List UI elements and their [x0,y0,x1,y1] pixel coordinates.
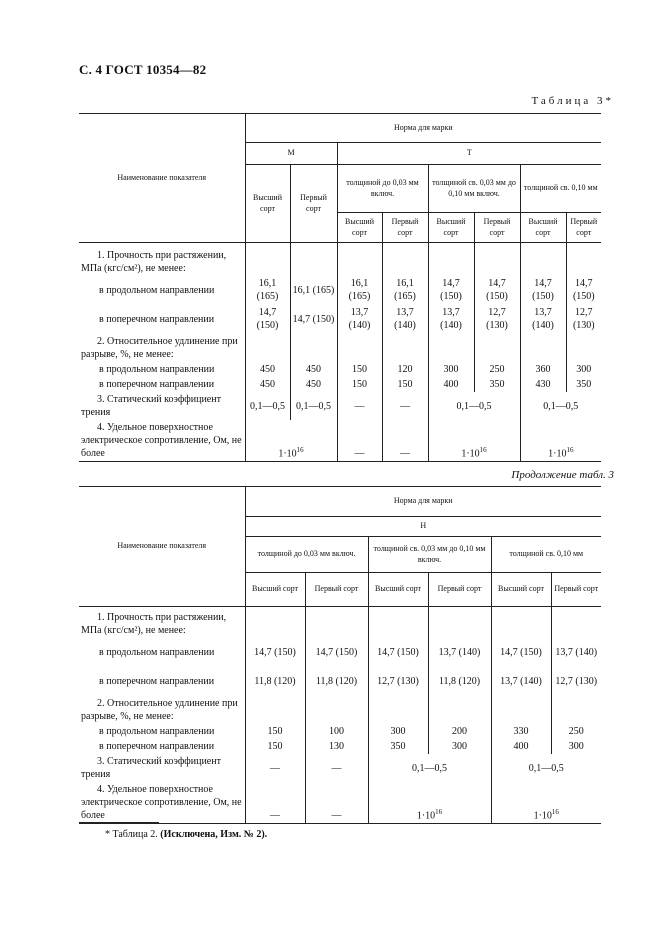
table-cell: — [245,754,305,782]
t1-header-thk1: толщиной до 0,03 мм включ. [337,165,428,213]
t2-header-indicator: Наименование показателя [79,487,245,607]
table-cell: 430 [520,377,566,392]
table-cell: 12,7 (130) [368,666,428,696]
t1-header-best: Высший сорт [520,213,566,243]
table-row [79,739,601,754]
t2-row1-title: 1. Прочность при растяжении, МПа (кгс/см²), не менее: [79,607,245,639]
table-cell: 0,1—0,5 [428,392,520,420]
table-cell: 14,7 (150) [368,638,428,666]
table-row [79,782,601,824]
table-row [79,638,601,666]
t2-header-grade-n: Н [245,517,601,537]
row-label: в продольном направлении [79,362,245,377]
table-cell: 330 [491,724,551,739]
t2-header-thk3: толщиной св. 0,10 мм [491,537,601,573]
table-cell: 350 [368,739,428,754]
table-cell: 150 [382,377,428,392]
table-cell: 300 [368,724,428,739]
table-cell: 300 [576,364,592,375]
t1-header-first: Первый сорт [566,213,601,243]
table-cell: 16,1 (165) [382,276,428,304]
table-cell: 0,1—0,5 [290,392,337,420]
table-row [79,724,601,739]
table-cell: 450 [290,362,337,377]
table-cell: 11,8 (120) [428,666,491,696]
table-cell: 14,7 (150) [290,304,337,334]
table-row [79,276,601,304]
table-cell: 300 [568,741,584,752]
table-cell: 14,7 (150) [245,638,305,666]
table-cell: 13,7 (140) [337,304,382,334]
t1-header-norm: Норма для марки [245,114,601,143]
footnote-text: * Таблица 2. [105,829,158,840]
table-cell: 14,7 (150) [572,278,595,302]
table-cell: — [382,392,428,420]
table-row [79,362,601,377]
table1-caption: Таблица 3* [531,95,614,107]
table-row [79,377,601,392]
t1-header-first: Первый сорт [382,213,428,243]
table2-caption: Продолжение табл. 3 [511,469,614,481]
row-label: 4. Удельное поверхностное электрическое сопротивление, Ом, не более [79,420,245,462]
t1-header-best: Высший сорт [428,213,474,243]
table-cell: 250 [474,362,520,377]
table-cell: 14,7 (150) [428,276,474,304]
t2-header-best: Высший сорт [245,573,305,607]
table-cell: 12,7 (130) [572,307,595,331]
row-label: 3. Статический коэффициент трения [79,754,245,782]
table-cell: 11,8 (120) [245,666,305,696]
table-cell: 250 [568,726,584,737]
table-cell: 16,1 (165) [245,276,290,304]
table-cell: 0,1—0,5 [368,754,491,782]
table-cell: 150 [245,724,305,739]
t1-header-grade-m: М [245,143,337,165]
t1-header-best: Высший сорт [245,165,290,243]
row-label: в продольном направлении [79,724,245,739]
row-label: 3. Статический коэффициент трения [79,392,245,420]
table-cell: $1\cdot 10^{16}$ [520,420,601,462]
t2-header-first: Первый сорт [551,573,601,607]
table-cell: 11,8 (120) [305,666,368,696]
t1-header-indicator: Наименование показателя [79,114,245,243]
table-cell: 300 [428,739,491,754]
table-cell: 14,7 (150) [245,304,290,334]
t2-header-thk1: толщиной до 0,03 мм включ. [245,537,368,573]
t2-header-thk2: толщиной св. 0,03 мм до 0,10 мм включ. [368,537,491,573]
footnote [105,829,267,840]
table-cell: 16,1 (165) [290,276,337,304]
table-cell: 13,7 (140) [428,304,474,334]
table-cell: — [305,754,368,782]
table-cell: 14,7 (150) [474,276,520,304]
table-row [79,304,601,334]
table-cell: 400 [428,377,474,392]
table-cell: 100 [305,724,368,739]
table-cell: 120 [382,362,428,377]
table-cell: 0,1—0,5 [543,400,579,412]
table-cell: 350 [474,377,520,392]
t2-header-norm: Норма для марки [245,487,601,517]
table-cell: $1\cdot 10^{16}$ [428,420,520,462]
table-cell: 13,7 (140) [555,646,598,658]
table-cell: $1\cdot 10^{16}$ [491,782,601,824]
table-cell: 0,1—0,5 [528,762,564,774]
table-cell: 13,7 (140) [428,638,491,666]
table-cell: 12,7 (130) [555,675,598,687]
table-cell: — [337,392,382,420]
table-cell: — [382,420,428,462]
table-cell: 450 [245,362,290,377]
table-cell: 0,1—0,5 [245,392,290,420]
table-cell: 350 [576,379,592,390]
table-row [79,754,601,782]
row-label: в поперечном направлении [79,377,245,392]
row-label: в поперечном направлении [79,666,245,696]
table-cell: 14,7 (150) [520,276,566,304]
t1-header-first: Первый сорт [474,213,520,243]
t2-row2-title: 2. Относительное удлинение при разрыве, %, не менее: [79,696,245,724]
table-cell: 450 [245,377,290,392]
t1-header-best: Высший сорт [337,213,382,243]
t1-header-first: Первый сорт [290,165,337,243]
t2-header-best: Высший сорт [368,573,428,607]
row-label: в поперечном направлении [79,304,245,334]
row-label: в продольном направлении [79,638,245,666]
table-cell: — [337,420,382,462]
t1-header-thk3: толщиной св. 0,10 мм [520,165,601,213]
table-cell: 16,1 (165) [337,276,382,304]
table-cell: — [305,782,368,824]
table2 [79,486,601,824]
table-cell: 13,7 (140) [491,666,551,696]
t1-row2-title: 2. Относительное удлинение при разрыве, %, не менее: [79,334,245,362]
table-cell: 400 [491,739,551,754]
page-header: С. 4 ГОСТ 10354—82 [79,62,207,77]
table-cell: 150 [245,739,305,754]
table-cell: 13,7 (140) [520,304,566,334]
table-cell: 450 [290,377,337,392]
table-cell: 130 [305,739,368,754]
table-cell: 150 [337,377,382,392]
table-cell: 300 [428,362,474,377]
row-label: 4. Удельное поверхностное электрическое сопротивление, Ом, не более [79,782,245,824]
table-cell: 360 [520,362,566,377]
table-cell: $1\cdot 10^{16}$ [368,782,491,824]
table1 [79,113,601,462]
table-cell: 150 [337,362,382,377]
t2-header-first: Первый сорт [428,573,491,607]
t1-header-thk2: толщиной св. 0,03 мм до 0,10 мм включ. [428,165,520,213]
t1-header-grade-t: Т [337,143,601,165]
footnote-divider [79,822,159,823]
table-cell: $1\cdot 10^{16}$ [245,420,337,462]
table-row [79,666,601,696]
table-row [79,420,601,462]
t1-row1-title: 1. Прочность при растяжении, МПа (кгс/см²), не менее: [79,243,245,277]
row-label: в поперечном направлении [79,739,245,754]
table-cell: 14,7 (150) [491,638,551,666]
footnote-bold: (Исключена, Изм. № 2). [160,829,268,840]
row-label: в продольном направлении [79,276,245,304]
t2-header-best: Высший сорт [491,573,551,607]
table-cell: 12,7 (130) [474,304,520,334]
t2-header-first: Первый сорт [305,573,368,607]
table-cell: 200 [428,724,491,739]
table-cell: 13,7 (140) [382,304,428,334]
table-row [79,392,601,420]
table-cell: 14,7 (150) [305,638,368,666]
table-cell: — [245,782,305,824]
